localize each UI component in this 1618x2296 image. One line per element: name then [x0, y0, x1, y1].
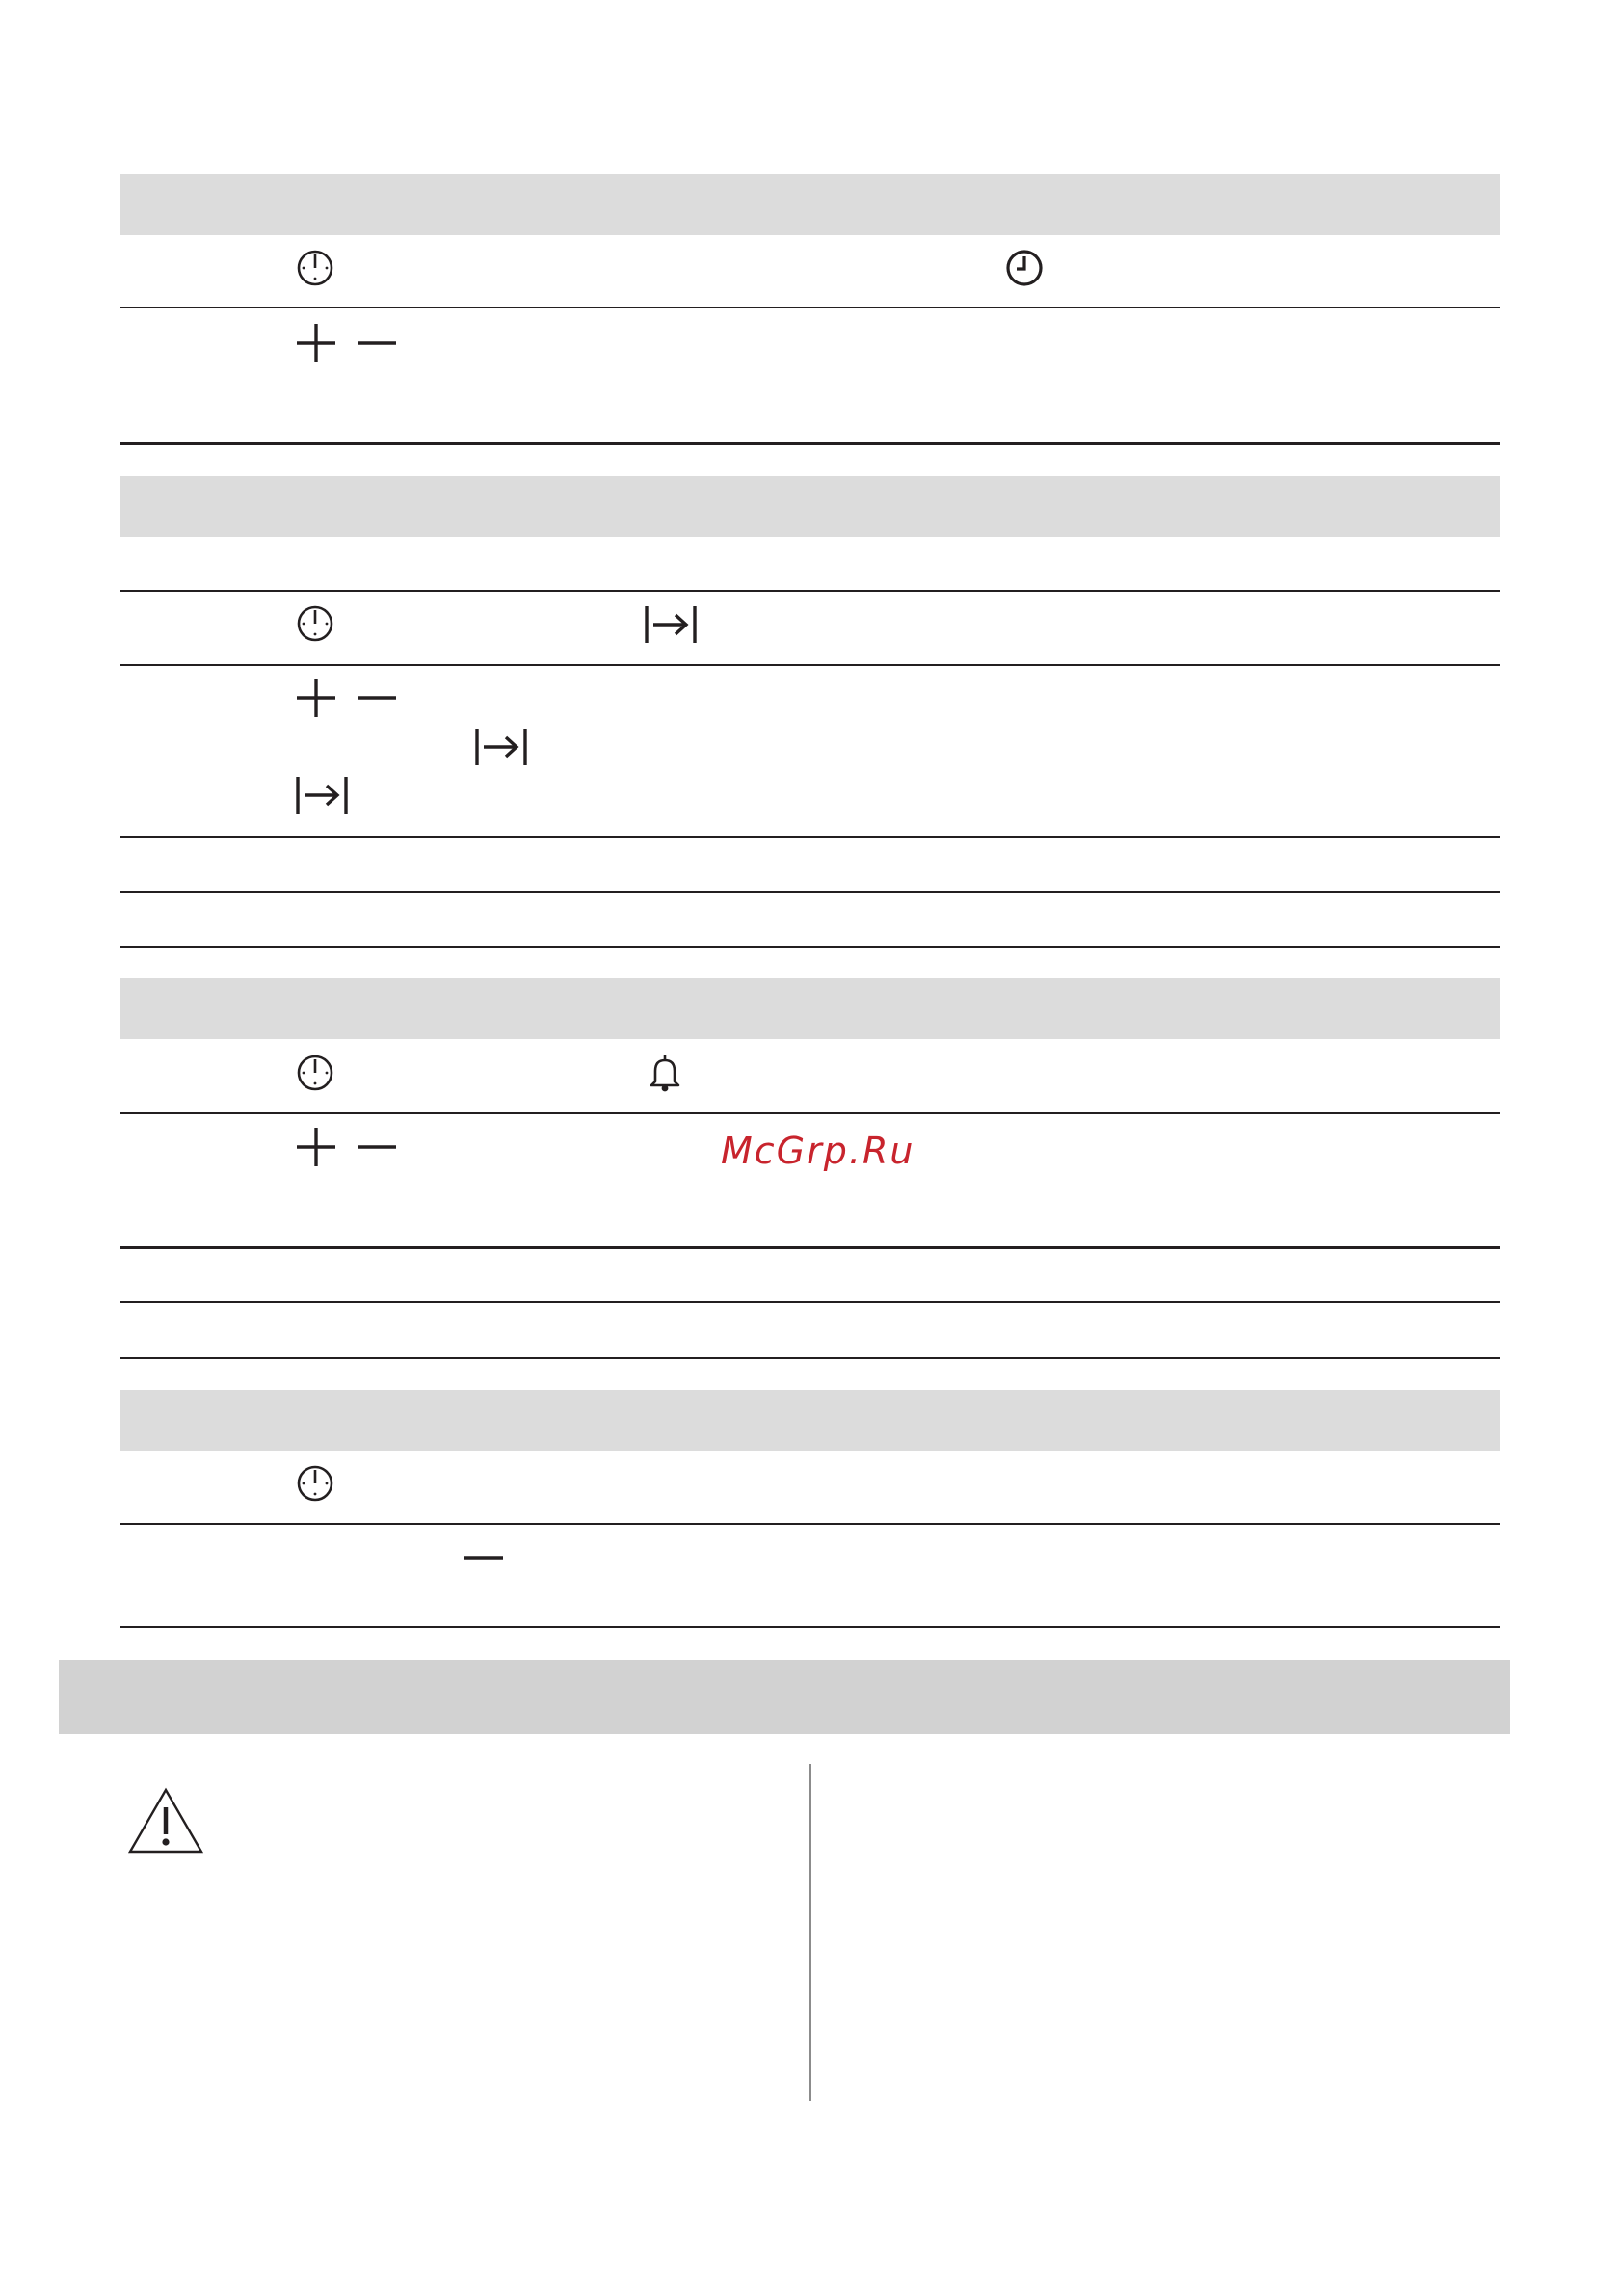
bell-icon: [646, 1053, 684, 1095]
section-4-header-band: [120, 1390, 1500, 1451]
section-end-line: [120, 442, 1500, 445]
clock-display-icon: [1005, 249, 1044, 287]
clock-start-icon: [296, 1464, 334, 1503]
duration-icon: [295, 775, 349, 815]
clock-start-icon: [296, 249, 334, 287]
divider-line: [120, 1246, 1500, 1249]
clock-start-icon: [296, 604, 334, 643]
divider-line: [120, 307, 1500, 308]
section-2-header-band: [120, 476, 1500, 537]
minus-icon: [356, 1126, 398, 1168]
duration-icon: [474, 727, 528, 767]
section-end-line: [120, 1626, 1500, 1628]
divider-line: [120, 664, 1500, 666]
divider-line: [120, 836, 1500, 838]
warning-icon: [127, 1786, 204, 1855]
divider-line: [120, 590, 1500, 592]
plus-icon: [295, 1126, 337, 1168]
section-end-line: [120, 1357, 1500, 1359]
duration-icon: [644, 604, 698, 645]
divider-line: [120, 1301, 1500, 1303]
plus-icon: [295, 677, 337, 719]
minus-icon: [356, 677, 398, 719]
section-3-header-band: [120, 978, 1500, 1039]
section-end-line: [120, 946, 1500, 948]
minus-icon: [356, 322, 398, 364]
chapter-header-band: [59, 1660, 1510, 1734]
section-1-header-band: [120, 174, 1500, 235]
divider-line: [120, 891, 1500, 893]
clock-start-icon: [296, 1054, 334, 1092]
divider-line: [120, 1523, 1500, 1525]
divider-line: [120, 1112, 1500, 1114]
column-divider: [809, 1764, 811, 2101]
minus-icon: [463, 1536, 505, 1579]
plus-icon: [295, 322, 337, 364]
watermark-text: McGrp.Ru: [721, 1130, 915, 1172]
